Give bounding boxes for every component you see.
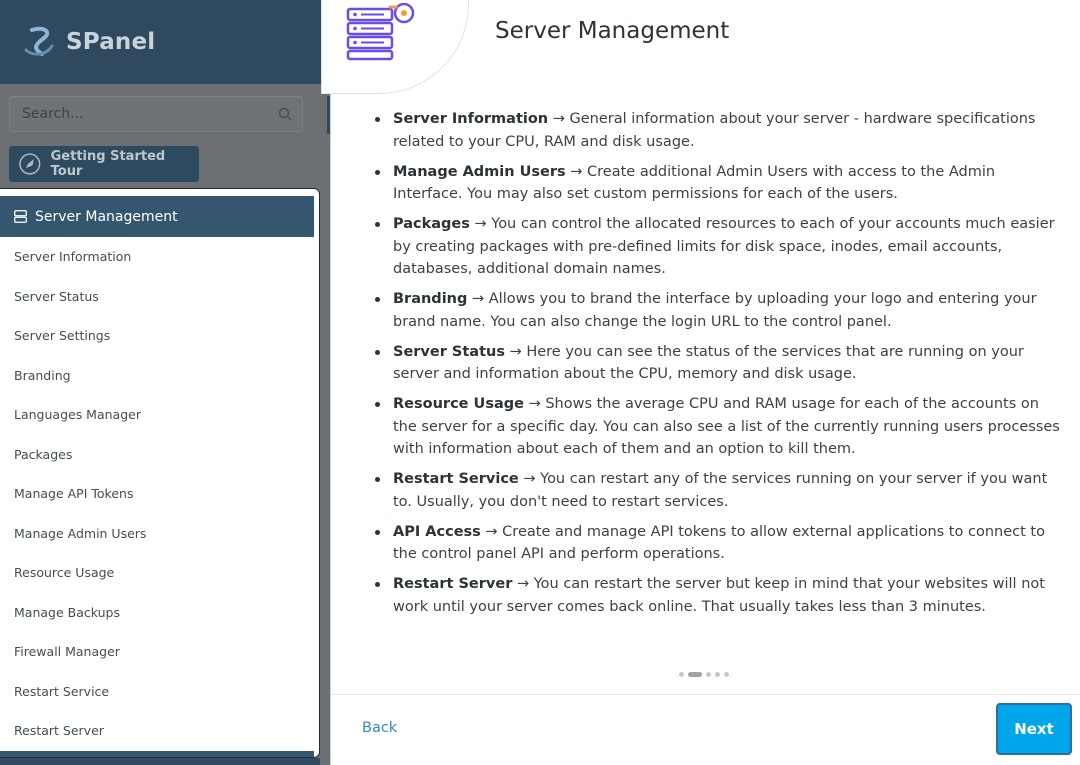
step-dot[interactable] [715,672,720,677]
server-management-menu [0,188,320,758]
item-term: Restart Service [393,471,519,487]
item-description: → Create additional Admin Users with access to the Admin Interface. You may also set custom permissions for each of the users. [393,163,996,202]
item-term: Branding [393,291,468,307]
sidebar-footer [0,758,320,765]
item-description: → Here you can see the status of the services that are running on your server and information about the CPU, memory and disk usage. [393,343,1024,382]
item-description: → You can control the allocated resources to each of your accounts much easier by creating packages with pre-defined limits for disk space, inodes, email accounts, databases, additional domain names. [393,216,1055,277]
dialog-title: Server Management [495,18,730,44]
search-box[interactable] [9,96,303,132]
menu-header-label: Server Management [35,208,178,225]
sidebar-item-manage-admin-users[interactable]: Manage Admin Users [14,526,147,541]
sidebar-item-resource-usage[interactable]: Resource Usage [14,565,115,580]
getting-started-tour-button[interactable] [9,146,199,182]
sidebar-header [0,0,330,84]
item-term: Server Information [393,111,549,127]
sidebar-item-server-information[interactable]: Server Information [14,249,132,264]
tour-label: Getting Started Tour [50,149,166,179]
sidebar-item-restart-service[interactable]: Restart Service [14,684,110,699]
sidebar-item-firewall-manager[interactable]: Firewall Manager [14,644,120,659]
server-rack-illustration [346,3,422,61]
item-term: Server Status [393,343,505,360]
sidebar-item-server-status[interactable]: Server Status [14,289,99,304]
list-item [393,573,1063,618]
item-description: → Allows you to brand the interface by uploading your logo and entering your brand name. You can also change the login URL to the control panel. [393,291,1037,330]
search-input[interactable] [10,97,284,131]
list-item [393,161,1063,206]
server-icon [14,210,27,223]
spanel-logo-icon [22,24,58,60]
item-term: Restart Server [393,576,513,592]
rocket-icon [19,153,41,175]
step-dot[interactable] [724,672,729,677]
item-description: → General information about your server - hardware specifications related to your CPU, RAM and disk usage. [393,111,1036,150]
step-indicator [679,672,729,677]
sidebar-item-manage-backups[interactable]: Manage Backups [14,605,120,620]
list-item [393,213,1063,281]
item-term: Resource Usage [393,396,524,412]
sidebar-item-branding[interactable]: Branding [14,368,71,383]
sidebar-item-packages[interactable]: Packages [14,447,73,462]
sidebar-item-restart-server[interactable]: Restart Server [14,723,104,738]
item-description: → Create and manage API tokens to allow external applications to connect to the control panel API and perform operations. [393,523,1045,562]
feature-list [373,108,1063,618]
menu-footer-bar [0,751,314,757]
back-button[interactable]: Back [362,720,398,736]
list-item [393,393,1063,461]
sidebar-item-languages-manager[interactable]: Languages Manager [14,407,141,422]
footer-divider [331,694,1080,695]
search-icon[interactable] [278,107,292,121]
list-item [393,108,1063,153]
item-term: API Access [393,523,481,540]
item-term: Manage Admin Users [393,163,566,180]
item-term: Packages [393,216,470,232]
sidebar-item-manage-api-tokens[interactable]: Manage API Tokens [14,486,134,501]
brand-name: SPanel [66,29,156,55]
tour-dialog [330,0,1080,765]
menu-header[interactable] [0,196,314,237]
step-dot[interactable] [679,672,684,677]
next-button[interactable]: Next [996,703,1072,755]
hero-badge [321,0,469,94]
step-dot[interactable] [706,672,711,677]
list-item [393,288,1063,333]
item-description: → You can restart any of the services running on your server if you want to. Usually, you don't need to restart services. [393,471,1048,510]
item-description: → You can restart the server but keep in mind that your websites will not work until your server comes back online. That usually takes less than 3 minutes. [393,576,1045,615]
sidebar-item-server-settings[interactable]: Server Settings [14,328,111,343]
brand[interactable] [22,24,155,60]
list-item [393,341,1063,386]
list-item [393,521,1063,566]
item-description: → Shows the average CPU and RAM usage for each of the accounts on the server for a specific day. You can also see a list of the currently running users processes with information about each of them and an option to kill them. [393,396,1060,457]
step-dot-active[interactable] [688,672,702,677]
dialog-content [373,108,1063,626]
list-item [393,468,1063,513]
